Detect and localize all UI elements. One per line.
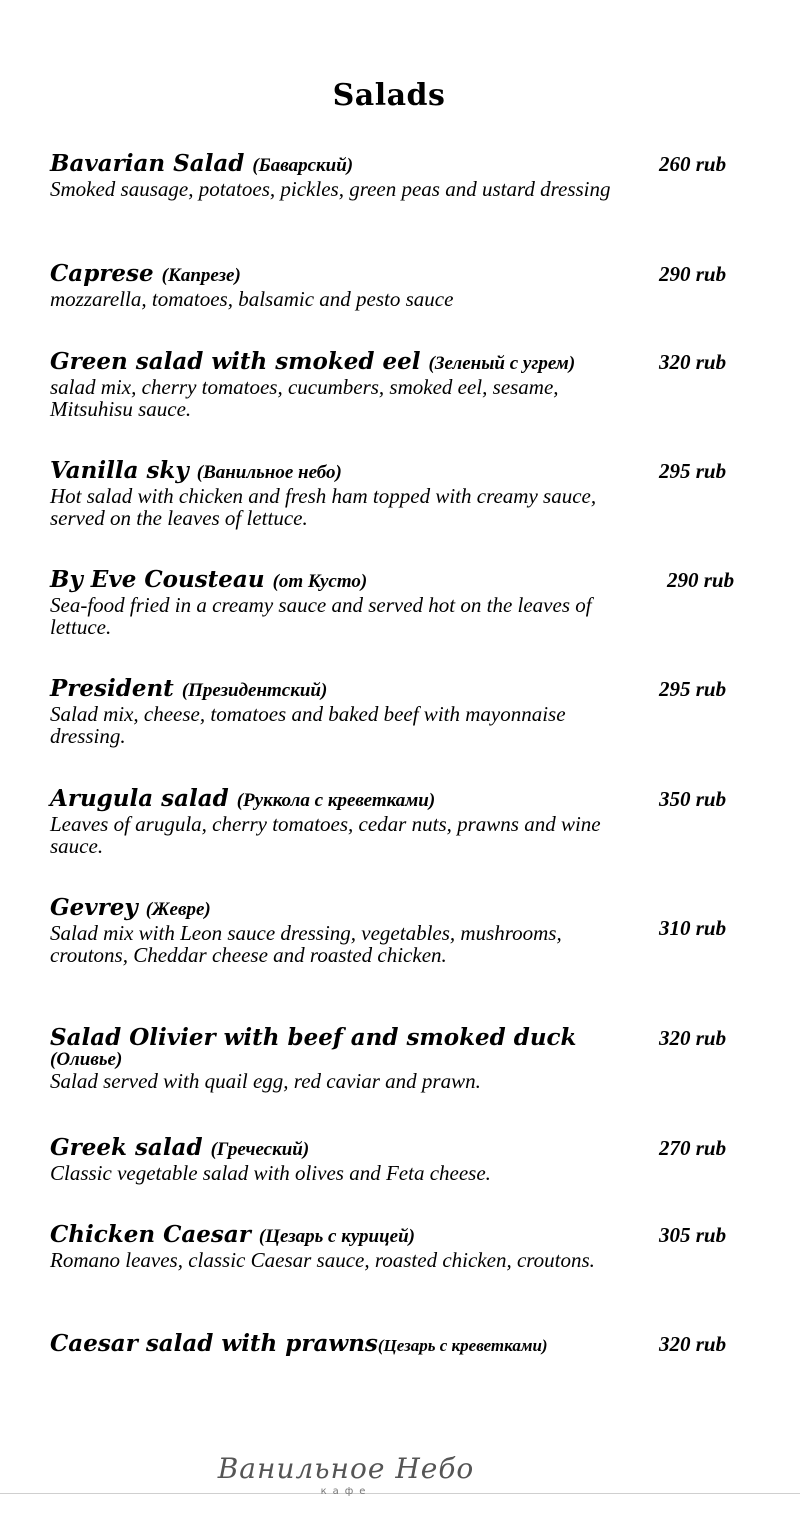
- item-name: Vanilla sky: [50, 457, 189, 484]
- item-name: Salad Olivier with beef and smoked duck: [50, 1024, 577, 1051]
- item-name: Chicken Caesar: [50, 1221, 251, 1248]
- item-description: Sea-food fried in a creamy sauce and served hot on the leaves of lettuce.: [50, 593, 592, 639]
- item-price: 295 rub: [659, 459, 727, 483]
- item-name: Bavarian Salad: [50, 150, 245, 177]
- menu-item-gevrey: [50, 896, 790, 966]
- item-description: Romano leaves, classic Caesar sauce, roasted chicken, croutons.: [50, 1248, 595, 1272]
- menu-item-olivier: [50, 1026, 790, 1092]
- item-name: Gevrey: [50, 894, 138, 921]
- item-name-ru: (Президентский): [181, 680, 328, 701]
- item-name: Greek salad: [50, 1134, 203, 1161]
- item-price: 320 rub: [659, 350, 727, 374]
- item-description: mozzarella, tomatoes, balsamic and pesto sauce: [50, 287, 454, 311]
- item-name-ru: (Греческий): [210, 1139, 310, 1160]
- item-name-ru: (от Кусто): [272, 571, 368, 592]
- item-name-ru: (Цезарь с креветками): [377, 1336, 548, 1355]
- item-price: 310 rub: [659, 916, 727, 940]
- item-description: Leaves of arugula, cherry tomatoes, cedar nuts, prawns and wine sauce.: [50, 812, 601, 858]
- item-name-ru: (Капрезе): [161, 265, 241, 286]
- menu-item-eve-cousteau: [50, 568, 790, 638]
- item-name-ru: (Баварский): [252, 155, 354, 176]
- menu-item-chicken-caesar: [50, 1223, 790, 1271]
- menu-item-caprese: [50, 262, 790, 310]
- item-name: Caesar salad with prawns: [50, 1330, 378, 1357]
- item-name-ru: (Цезарь с курицей): [258, 1226, 415, 1247]
- item-price: 320 rub: [659, 1332, 727, 1356]
- item-price: 295 rub: [659, 677, 727, 701]
- menu-item-arugula-salad: [50, 787, 790, 857]
- item-name-ru: (Зеленый с угрем): [428, 353, 576, 374]
- item-price: 305 rub: [659, 1223, 727, 1247]
- item-description: Salad mix with Leon sauce dressing, vegetables, mushrooms, croutons, Cheddar cheese and roasted chicken.: [50, 921, 562, 967]
- item-name-ru: (Руккола с креветками): [236, 790, 436, 811]
- item-name-ru: (Оливье): [50, 1049, 123, 1070]
- item-description: Hot salad with chicken and fresh ham topped with creamy sauce, served on the leaves of lettuce.: [50, 484, 597, 530]
- item-description: Salad served with quail egg, red caviar and prawn.: [50, 1069, 481, 1093]
- cafe-logo: Ванильное Небо: [217, 1452, 475, 1485]
- item-price: 260 rub: [659, 152, 727, 176]
- item-name-ru: (Жевре): [145, 899, 211, 920]
- item-name: By Eve Cousteau: [50, 566, 265, 593]
- page-title: Salads: [332, 78, 446, 113]
- cafe-logo-subtitle: кафе: [320, 1486, 372, 1497]
- menu-item-green-salad-eel: [50, 350, 790, 420]
- menu-item-caesar-prawns: [50, 1332, 790, 1358]
- menu-item-president: [50, 677, 790, 747]
- item-description: Salad mix, cheese, tomatoes and baked beef with mayonnaise dressing.: [50, 702, 566, 748]
- item-price: 270 rub: [659, 1136, 727, 1160]
- item-name: Caprese: [50, 260, 154, 287]
- item-description: Smoked sausage, potatoes, pickles, green peas and ustard dressing: [50, 177, 611, 201]
- item-price: 320 rub: [659, 1026, 727, 1050]
- item-price: 290 rub: [667, 568, 735, 592]
- item-description: Classic vegetable salad with olives and Feta cheese.: [50, 1161, 491, 1185]
- item-name: Green salad with smoked eel: [50, 348, 421, 375]
- item-price: 350 rub: [659, 787, 727, 811]
- item-name: President: [50, 675, 174, 702]
- menu-item-bavarian-salad: [50, 152, 790, 200]
- item-name-ru: (Ванильное небо): [196, 462, 342, 483]
- item-description: salad mix, cherry tomatoes, cucumbers, smoked eel, sesame, Mitsuhisu sauce.: [50, 375, 559, 421]
- item-name: Arugula salad: [50, 785, 229, 812]
- item-price: 290 rub: [659, 262, 727, 286]
- menu-item-vanilla-sky: [50, 459, 790, 529]
- menu-item-greek-salad: [50, 1136, 790, 1184]
